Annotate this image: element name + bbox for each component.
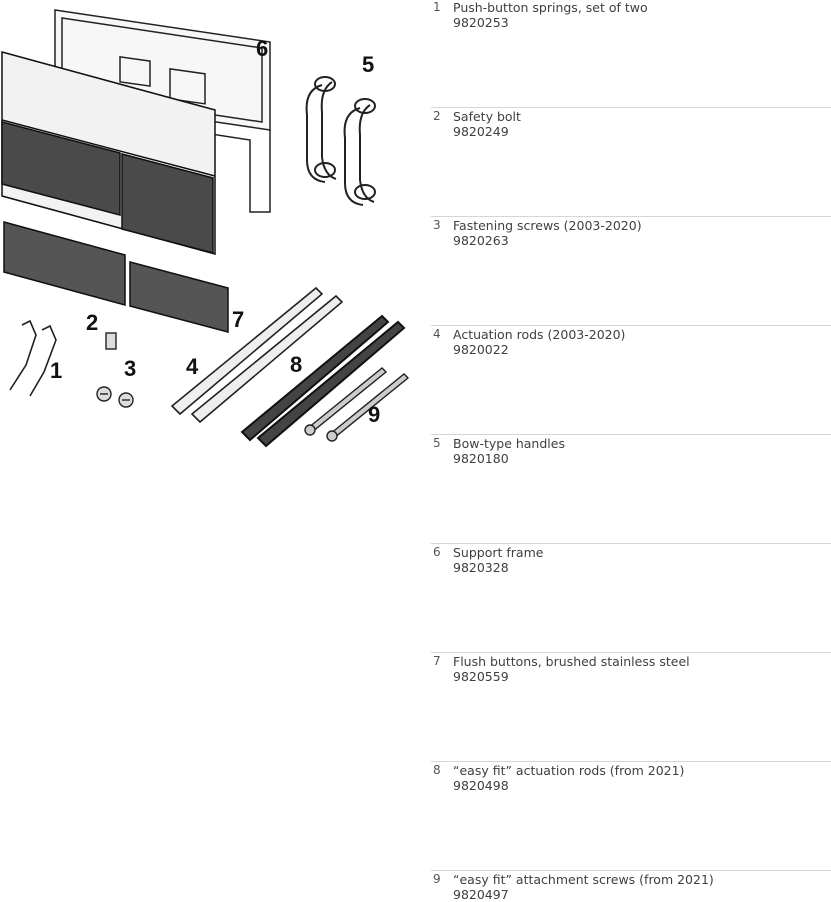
part-row — [431, 763, 831, 871]
screws-drawing — [97, 387, 133, 407]
part-number: 5 — [433, 436, 441, 450]
bow-handles-drawing — [307, 77, 375, 205]
exploded-parts-diagram — [0, 0, 420, 470]
part-number: 7 — [433, 654, 441, 668]
part-row — [431, 654, 831, 762]
part-number: 4 — [433, 327, 441, 341]
part-name: Flush buttons, brushed stainless steel — [453, 654, 690, 669]
part-name: Fastening screws (2003-2020) — [453, 218, 642, 233]
part-number: 8 — [433, 763, 441, 777]
part-code: 9820249 — [453, 124, 509, 139]
part-name: Push-button springs, set of two — [453, 0, 648, 15]
part-row — [431, 0, 831, 108]
part-name: “easy fit” actuation rods (from 2021) — [453, 763, 685, 778]
part-row — [431, 436, 831, 544]
callout-1: 1 — [50, 358, 63, 383]
safety-bolt-drawing — [106, 333, 116, 349]
callout-9: 9 — [368, 402, 381, 427]
part-row — [431, 109, 831, 217]
part-name: Safety bolt — [453, 109, 521, 124]
part-code: 9820497 — [453, 887, 509, 902]
part-row — [431, 327, 831, 435]
part-code: 9820263 — [453, 233, 509, 248]
part-number: 1 — [433, 0, 441, 14]
part-name: Support frame — [453, 545, 544, 560]
part-number: 9 — [433, 872, 441, 886]
callout-3: 3 — [124, 356, 137, 381]
callout-8: 8 — [290, 352, 303, 377]
part-number: 2 — [433, 109, 441, 123]
part-row — [431, 218, 831, 326]
callout-5: 5 — [362, 52, 375, 77]
part-code: 9820328 — [453, 560, 509, 575]
callout-6: 6 — [256, 36, 269, 61]
callout-7: 7 — [232, 307, 245, 332]
part-name: Actuation rods (2003-2020) — [453, 327, 626, 342]
part-number: 6 — [433, 545, 441, 559]
part-code: 9820180 — [453, 451, 509, 466]
part-row — [431, 545, 831, 653]
parts-list — [431, 0, 831, 900]
callout-2: 2 — [86, 310, 99, 335]
part-code: 9820559 — [453, 669, 509, 684]
part-name: Bow-type handles — [453, 436, 565, 451]
part-code: 9820498 — [453, 778, 509, 793]
part-row — [431, 872, 831, 900]
part-number: 3 — [433, 218, 441, 232]
part-name: “easy fit” attachment screws (from 2021) — [453, 872, 714, 887]
part-code: 9820253 — [453, 15, 509, 30]
callout-4: 4 — [186, 354, 199, 379]
part-code: 9820022 — [453, 342, 509, 357]
